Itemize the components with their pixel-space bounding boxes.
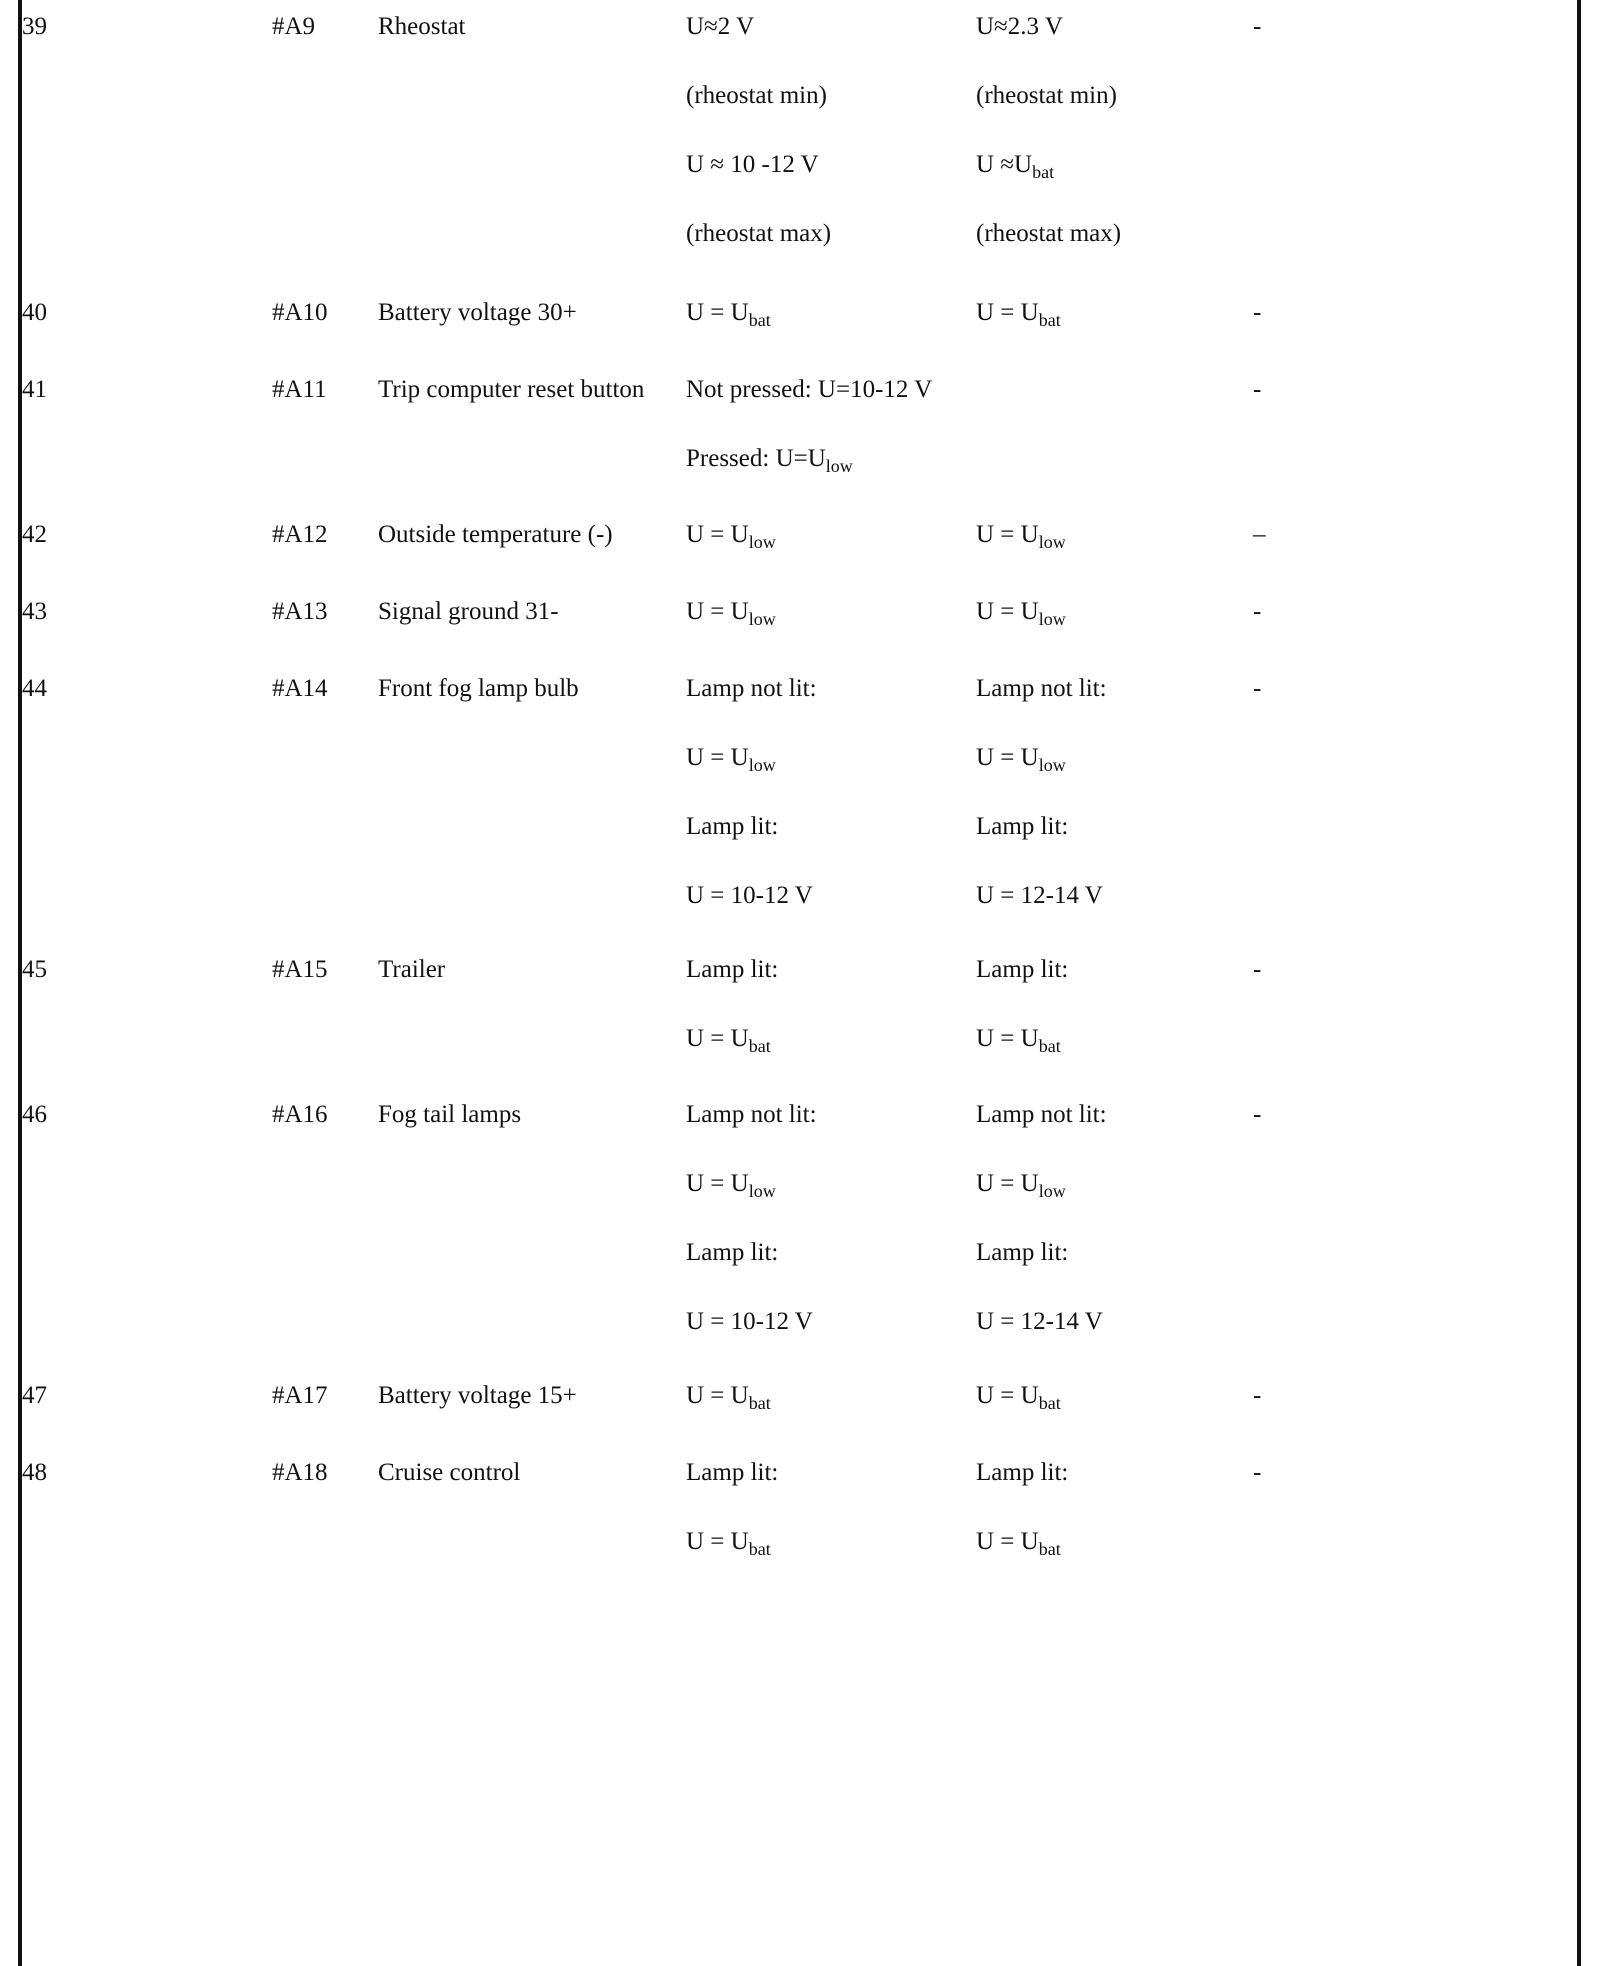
cell-line [686,1100,817,1130]
cell-line-text: Lamp lit: [976,813,1069,840]
subscript-text: low [825,456,853,476]
pin-number: 42 [22,521,47,548]
cell-line-text: Lamp not lit: [686,1101,817,1128]
cell-line-text: Not pressed: U=10-12 V [686,376,933,403]
subscript-text: bat [1038,310,1061,330]
value-column-a [686,1458,778,1557]
value-column-b [976,298,1061,328]
cell-line [686,375,932,405]
cell-line [686,1458,778,1488]
pin-description: Trip computer reset button [378,376,645,403]
subscript-text: bat [1032,162,1055,182]
cell-line [976,150,1121,180]
cell-line [976,1527,1068,1557]
cell-line [686,812,817,842]
cell-line-text: U = U [686,1170,749,1197]
pin-description: Battery voltage 15+ [378,1382,577,1409]
value-column-c: - [1253,1101,1262,1128]
cell-line-text: U = U [686,299,749,326]
value-column-a [686,520,776,550]
pin-number: 48 [22,1459,47,1486]
value-column-c: - [1253,598,1262,625]
pin-number: 43 [22,598,47,625]
cell-line-text: U ≈U [976,151,1033,178]
value-column-a [686,375,932,474]
value-column-c: - [1253,1382,1262,1409]
value-column-b [976,1458,1068,1557]
cell-line-text: Lamp lit: [686,956,779,983]
value-column-a [686,298,771,328]
cell-line-text: U = U [976,598,1039,625]
cell-line [976,812,1107,842]
cell-line [686,1381,771,1411]
subscript-text: bat [748,1539,771,1559]
cell-line-text: U = U [976,744,1039,771]
subscript-text: bat [1038,1393,1061,1413]
pin-number: 47 [22,1382,47,1409]
cell-line-text: (rheostat max) [686,220,832,247]
value-column-c: - [1253,1459,1262,1486]
subscript-text: low [1038,1181,1066,1201]
cell-line [686,881,817,911]
subscript-text: low [748,609,776,629]
cell-line [686,298,771,328]
subscript-text: low [748,532,776,552]
subscript-text: low [1038,532,1066,552]
cell-line [976,881,1107,911]
cell-line-text: Lamp lit: [686,1239,779,1266]
pin-number: 45 [22,956,47,983]
cell-line [976,1458,1068,1488]
value-column-a [686,955,778,1054]
cell-line-text: U = 10-12 V [686,1308,813,1335]
pin-description: Front fog lamp bulb [378,675,579,702]
cell-line-text: U ≈ 10 -12 V [686,151,819,178]
cell-line [686,219,831,249]
cell-line-text: U≈2 V [686,13,755,40]
pin-description: Fog tail lamps [378,1101,522,1128]
cell-line-text: U = 10-12 V [686,882,813,909]
cell-line [976,1024,1068,1054]
cell-line-text: U = U [686,521,749,548]
cell-line [686,520,776,550]
cell-line [976,12,1121,42]
cell-line-text: (rheostat max) [976,220,1122,247]
value-column-b [976,1100,1107,1337]
cell-line-text: U = U [976,1025,1039,1052]
cell-line [976,298,1061,328]
cell-line [686,955,778,985]
pin-number: 40 [22,299,47,326]
value-column-a [686,1100,817,1337]
value-column-b [976,955,1068,1054]
cell-line-text: (rheostat min) [976,82,1117,109]
pin-reference: #A12 [272,521,328,548]
pin-description: Outside temperature (-) [378,521,613,548]
value-column-a [686,1381,771,1411]
cell-line [686,1169,817,1199]
value-column-b [976,674,1107,911]
cell-line-text: Lamp lit: [686,813,779,840]
cell-line [686,743,817,773]
subscript-text: bat [1038,1036,1061,1056]
cell-line [686,444,932,474]
value-column-a [686,12,831,249]
cell-line [686,12,831,42]
pin-reference: #A14 [272,675,328,702]
cell-line-text: U = U [976,1528,1039,1555]
cell-line-text: U = U [976,1382,1039,1409]
cell-line [976,1381,1061,1411]
cell-line-text: (rheostat min) [686,82,827,109]
table-right-border [1577,0,1581,1966]
value-column-b [976,12,1121,249]
cell-line [976,674,1107,704]
pin-reference: #A9 [272,13,316,40]
pin-description: Cruise control [378,1459,521,1486]
pin-number: 41 [22,376,47,403]
cell-line [686,1238,817,1268]
cell-line-text: U = U [686,1528,749,1555]
pin-reference: #A17 [272,1382,328,1409]
cell-line-text: U≈2.3 V [976,13,1063,40]
subscript-text: bat [748,1036,771,1056]
pin-description: Signal ground 31- [378,598,559,625]
value-column-c: - [1253,299,1262,326]
value-column-b [976,520,1066,550]
value-column-c: - [1253,13,1262,40]
cell-line-text: Lamp lit: [976,956,1069,983]
cell-line [976,955,1068,985]
cell-line [976,520,1066,550]
cell-line-text: U = 12-14 V [976,1308,1103,1335]
cell-line-text: U = U [976,1170,1039,1197]
value-column-a [686,674,817,911]
pin-description: Trailer [378,956,446,983]
pin-reference: #A13 [272,598,328,625]
subscript-text: low [748,755,776,775]
cell-line [976,1238,1107,1268]
cell-line-text: U = U [976,299,1039,326]
pin-reference: #A15 [272,956,328,983]
cell-line [686,1527,778,1557]
cell-line-text: U = 12-14 V [976,882,1103,909]
pin-number: 39 [22,13,47,40]
subscript-text: low [748,1181,776,1201]
cell-line-text: Lamp not lit: [976,675,1107,702]
cell-line-text: U = U [976,521,1039,548]
value-column-c: - [1253,675,1262,702]
value-column-c: - [1253,376,1262,403]
cell-line-text: U = U [686,598,749,625]
pin-reference: #A16 [272,1101,328,1128]
cell-line [686,1307,817,1337]
pin-description: Rheostat [378,13,466,40]
cell-line [686,1024,778,1054]
subscript-text: low [1038,609,1066,629]
cell-line-text: Lamp lit: [976,1459,1069,1486]
value-column-b [976,597,1066,627]
cell-line [686,81,831,111]
cell-line [976,81,1121,111]
pin-description: Battery voltage 30+ [378,299,577,326]
cell-line-text: U = U [686,1025,749,1052]
subscript-text: low [1038,755,1066,775]
cell-line-text: Lamp lit: [686,1459,779,1486]
value-column-c: - [1253,956,1262,983]
cell-line [976,1307,1107,1337]
cell-line [976,219,1121,249]
pin-reference: #A11 [272,376,327,403]
cell-line [976,597,1066,627]
cell-line [686,597,776,627]
subscript-text: bat [748,310,771,330]
cell-line-text: Pressed: U=U [686,445,826,472]
pin-number: 44 [22,675,47,702]
pin-reference: #A18 [272,1459,328,1486]
pin-reference: #A10 [272,299,328,326]
pin-number: 46 [22,1101,47,1128]
subscript-text: bat [748,1393,771,1413]
cell-line [976,1169,1107,1199]
cell-line [686,150,831,180]
value-column-b [976,1381,1061,1411]
cell-line-text: Lamp lit: [976,1239,1069,1266]
cell-line-text: U = U [686,1382,749,1409]
value-column-c: – [1253,521,1266,548]
cell-line-text: U = U [686,744,749,771]
value-column-a [686,597,776,627]
subscript-text: bat [1038,1539,1061,1559]
cell-line-text: Lamp not lit: [686,675,817,702]
cell-line [976,743,1107,773]
cell-line [686,674,817,704]
cell-line [976,1100,1107,1130]
cell-line-text: Lamp not lit: [976,1101,1107,1128]
